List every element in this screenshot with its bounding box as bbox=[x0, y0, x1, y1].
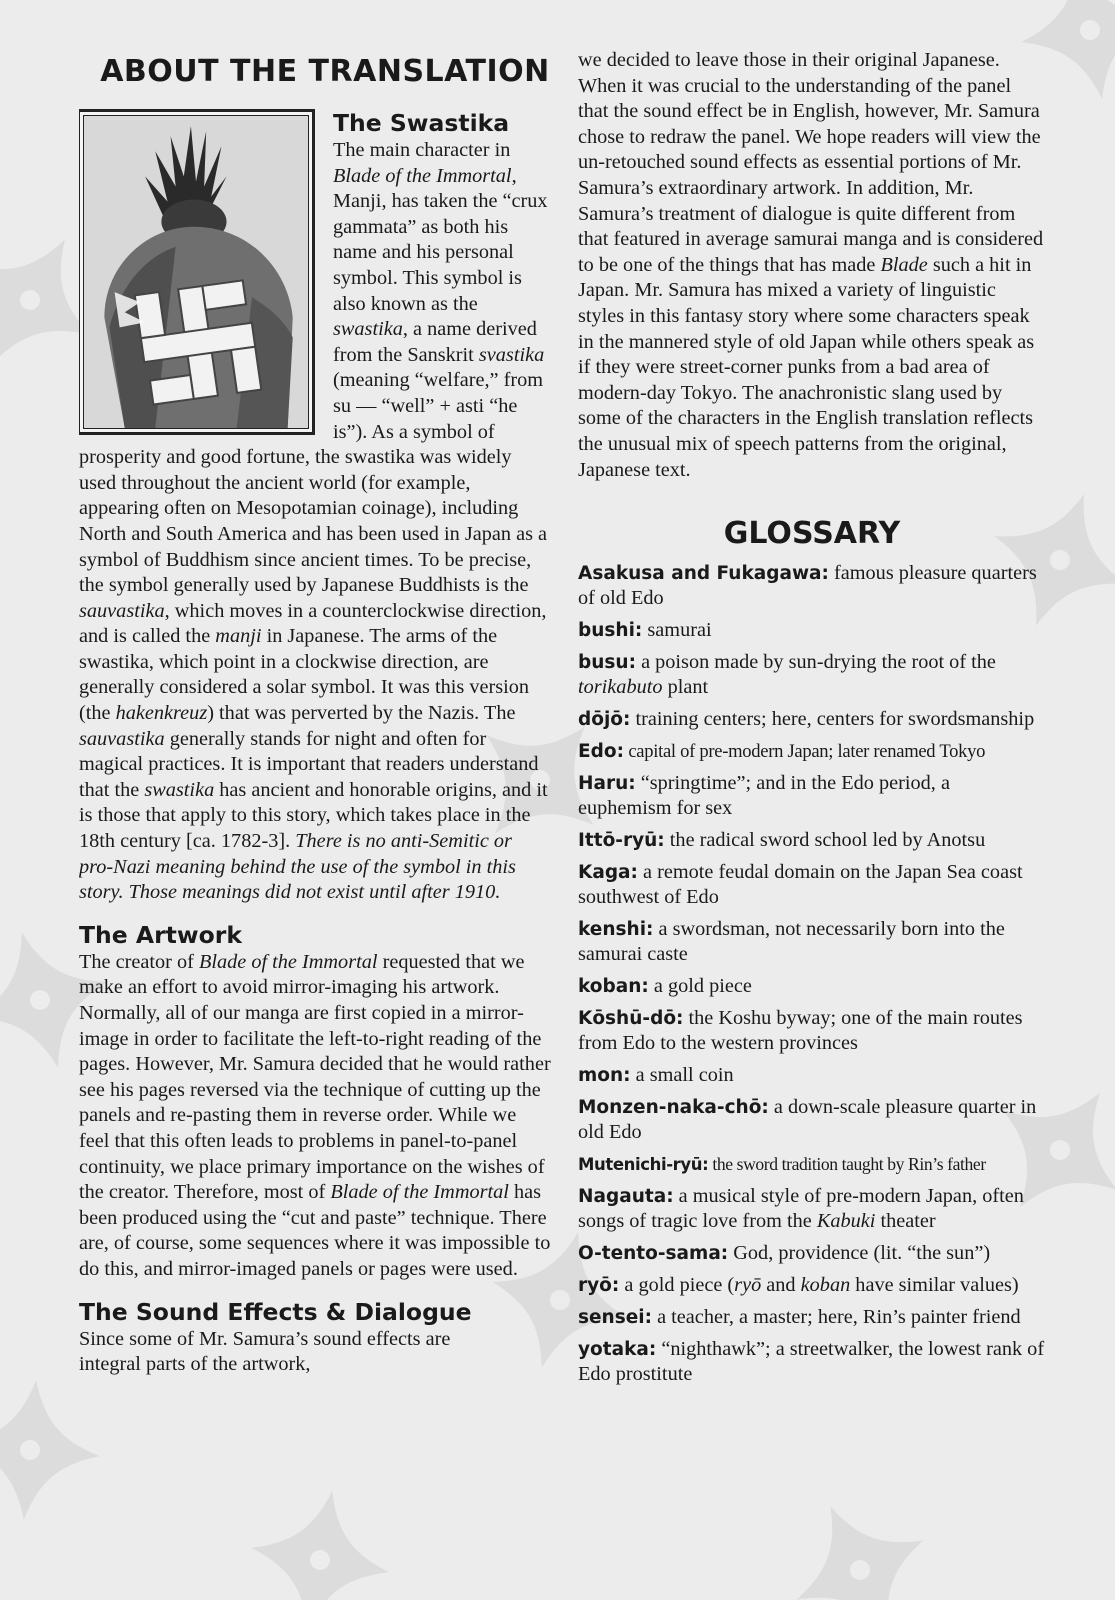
right-column bbox=[578, 48, 1046, 1394]
glossary-entry: Ittō-ryū: the radical sword school led by Anotsu bbox=[578, 829, 986, 852]
artwork-paragraph: The creator of Blade of the Immortal requested that we make an effort to avoid mirror-imaging his artwork. Normally, all of our manga are first copied in a mirror-image in order to facilitate the left-to-right reading of the pages. However, Mr. Samura decided that he would rather see his pages reversed via the technique of cutting up the panels and re-pasting them in reverse order. While we feel that this often leads to problems in panel-to-panel continuity, we place primary importance on the wishes of the creator. Therefore, most of Blade of the Immortal has been produced using the “cut and paste” technique. There are, of course, some sequences where it was impossible to do this, and mirror-imaged panels or pages were used. bbox=[79, 950, 551, 1280]
glossary-entry: Mutenichi-ryū: the sword tradition taught by Rin’s father bbox=[578, 1154, 986, 1175]
page-title: ABOUT THE TRANSLATION bbox=[100, 54, 550, 89]
swastika-paragraph: The main character in Blade of the Immortal, Manji, has taken the “crux gammata” as both his name and his personal symbol. This symbol is also known as the swastika, a name derived from the Sanskrit svastika (meaning “welfare,” from su — “well” + asti “he is”). As a symbol of prosperity and good fortune, the swastika was widely used throughout the ancient world (for example, appearing often on Mesopotamian coinage), including North and South America and has been used in Japan as a symbol of Buddhism since ancient times. To be precise, the symbol generally used by Japanese Buddhists is the sauvastika, which moves in a counterclockwise direction, and is called the manji in Japanese. The arms of the swastika, which point in a clockwise direction, are generally considered a solar symbol. It was this version (the hakenkreuz) that was perverted by the Nazis. The sauvastika generally stands for night and often for magical practices. It is important that readers understand that the swastika has ancient and honorable origins, and it is those that apply to this story, which takes place in the 18th century [ca. 1782-3]. There is no anti-Semitic or pro-Nazi meaning behind the use of the symbol in this story. Those meanings did not exist until after 1910. bbox=[79, 139, 548, 904]
heading-swastika: The Swastika bbox=[333, 109, 510, 137]
sound-paragraph-continued: we decided to leave those in their original Japanese. When it was crucial to the understanding of the panel that the sound effect be in English, however, Mr. Samura chose to redraw the panel. We hope readers will view the un-retouched sound effects as essential portions of Mr. Samura’s extraordinary artwork. In addition, Mr. Samura’s treatment of dialogue is quite different from that featured in average samurai manga and is considered to be one of the things that has made Blade such a hit in Japan. Mr. Samura has mixed a variety of linguistic styles in this fantasy story where some characters speak in the mannered style of old Japan while others speak as if they were street-corner punks from a bad area of modern-day Tokyo. The anachronistic slang used by some of the characters in the English translation reflects the unusual mix of speech patterns from the original, Japanese text. bbox=[578, 49, 1044, 481]
glossary-entry: kenshi: a swordsman, not necessarily born into the samurai caste bbox=[578, 918, 1005, 966]
heading-sound-effects: The Sound Effects & Dialogue bbox=[79, 1297, 472, 1326]
glossary-entry: Monzen-naka-chō: a down-scale pleasure quarter in old Edo bbox=[578, 1096, 1037, 1144]
glossary-entry: Kōshū-dō: the Koshu byway; one of the main routes from Edo to the western provinces bbox=[578, 1007, 1023, 1055]
glossary-entry: yotaka: “nighthawk”; a streetwalker, the lowest rank of Edo prostitute bbox=[578, 1338, 1045, 1386]
glossary-entry: Nagauta: a musical style of pre-modern Japan, often songs of tragic love from the Kabuki theater bbox=[578, 1185, 1024, 1233]
glossary-entry: koban: a gold piece bbox=[578, 975, 752, 998]
glossary-entry: ryō: a gold piece (ryō and koban have similar values) bbox=[578, 1274, 1019, 1297]
glossary-entry: bushi: samurai bbox=[578, 619, 712, 642]
glossary-entry: dōjō: training centers; here, centers for swordsmanship bbox=[578, 708, 1035, 731]
glossary-entry: sensei: a teacher, a master; here, Rin’s painter friend bbox=[578, 1306, 1021, 1329]
glossary-entry: mon: a small coin bbox=[578, 1064, 734, 1087]
glossary-entry: Kaga: a remote feudal domain on the Japan Sea coast southwest of Edo bbox=[578, 861, 1023, 909]
glossary-title: GLOSSARY bbox=[723, 516, 901, 552]
glossary-entry: Asakusa and Fukagawa: famous pleasure quarters of old Edo bbox=[578, 562, 1037, 610]
illustration-frame bbox=[79, 109, 315, 435]
glossary-entry: busu: a poison made by sun-drying the root of the torikabuto plant bbox=[578, 651, 996, 699]
manji-back-illustration-icon bbox=[84, 116, 308, 428]
glossary-entry: O-tento-sama: God, providence (lit. “the sun”) bbox=[578, 1242, 991, 1265]
glossary-entry: Edo: capital of pre-modern Japan; later renamed Tokyo bbox=[578, 741, 986, 763]
glossary-entry: Haru: “springtime”; and in the Edo period, a euphemism for sex bbox=[578, 772, 950, 820]
glossary-list bbox=[578, 561, 1046, 1387]
heading-artwork: The Artwork bbox=[79, 920, 242, 949]
sound-paragraph-start: Since some of Mr. Samura’s sound effects are integral parts of the artwork, bbox=[79, 1327, 451, 1376]
section-swastika bbox=[79, 98, 551, 906]
left-column bbox=[79, 40, 551, 1378]
